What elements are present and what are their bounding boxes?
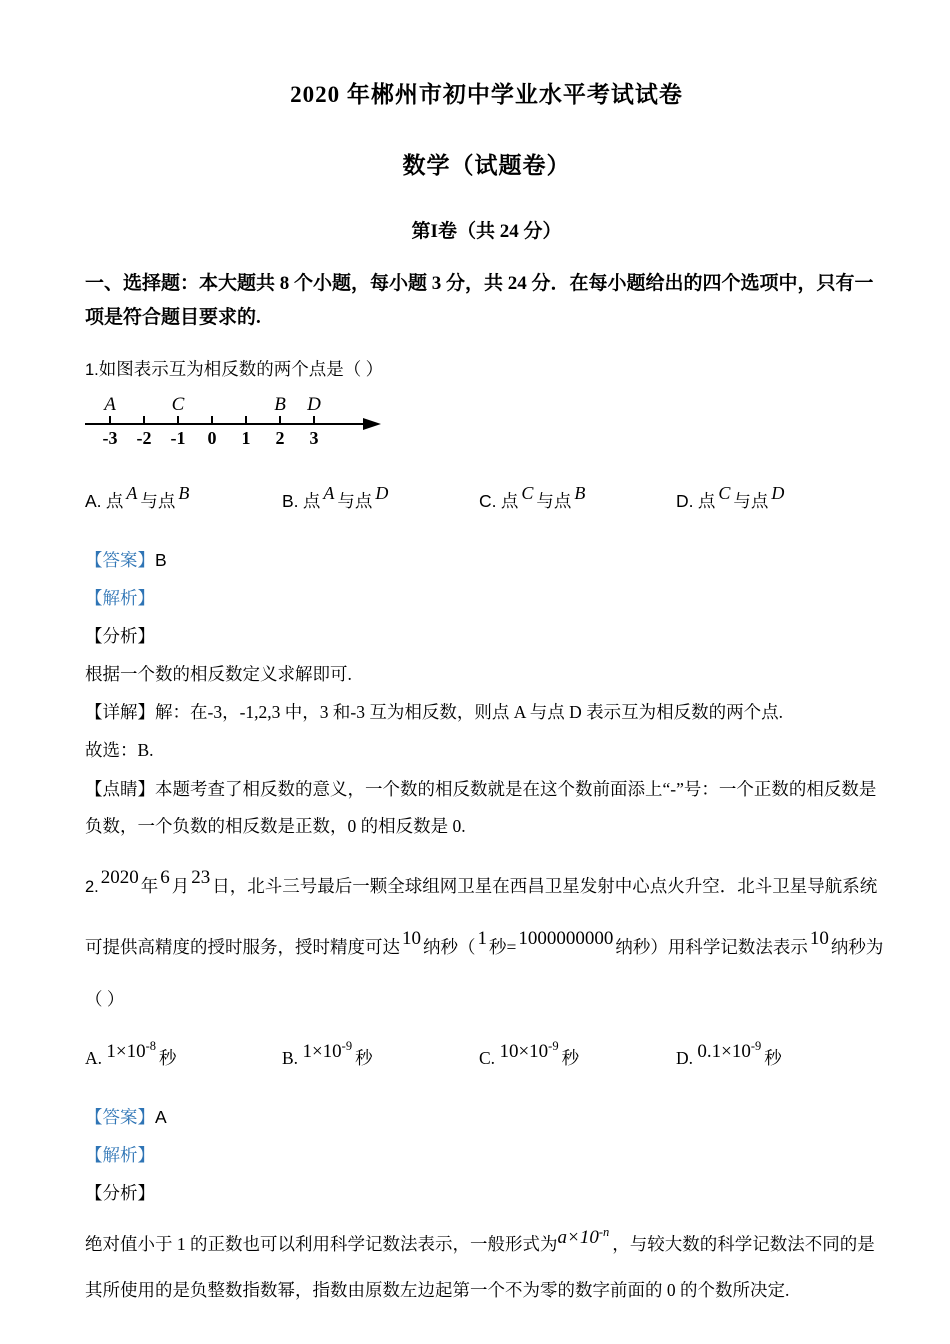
q2-month: 6 bbox=[160, 867, 170, 889]
option-text: 与点 bbox=[337, 491, 373, 511]
option-letter: D. bbox=[676, 491, 694, 511]
q2-stem-line1 bbox=[85, 867, 888, 902]
option-letter: A. bbox=[85, 1048, 103, 1068]
q1-fenxi-text: 根据一个数的相反数定义求解即可. bbox=[85, 664, 352, 684]
point-ref: C bbox=[521, 482, 534, 503]
math-base: 10×10 bbox=[499, 1041, 549, 1063]
q2-stem-line2 bbox=[85, 928, 888, 963]
q2-value: 1000000000 bbox=[518, 928, 614, 950]
q1-xiangjie-line bbox=[85, 701, 888, 723]
math-base: 1×10 bbox=[302, 1041, 342, 1063]
option-unit: 秒 bbox=[561, 1048, 580, 1068]
tick-label: 3 bbox=[309, 428, 319, 448]
q2-stem-text: 秒= bbox=[489, 937, 517, 957]
q2-stem-text: 可提供高精度的授时服务，授时精度可达 bbox=[85, 937, 400, 957]
option-text: 点 bbox=[105, 491, 124, 511]
section-header: 第I卷（共 24 分） bbox=[411, 221, 562, 242]
option-unit: 秒 bbox=[159, 1048, 177, 1068]
analysis-text: ，与较大数的科学记数法不同的是其所使用的是负整数指数幂，指数由原数左边起第一个不为零的数字前面的 0 的个数所决定. bbox=[85, 1234, 875, 1300]
point-ref: A bbox=[323, 482, 335, 503]
math-base: 0.1×10 bbox=[697, 1041, 751, 1063]
jiexi-label: 【解析】 bbox=[85, 588, 155, 608]
option-letter: D. bbox=[676, 1048, 694, 1068]
math-exponent: -n bbox=[598, 1225, 610, 1240]
instructions: 一、选择题：本大题共 8 个小题，每小题 3 分，共 24 分．在每小题给出的四个选项中，只有一项是符合题目要求的. bbox=[85, 273, 874, 328]
q2-value: 10 bbox=[809, 928, 829, 950]
analysis-math bbox=[558, 1227, 613, 1248]
xiangjie-label: 【详解】 bbox=[85, 702, 155, 722]
q2-analysis bbox=[85, 1222, 888, 1312]
q1-option-d bbox=[676, 482, 787, 513]
q1-options bbox=[85, 482, 888, 513]
tick-label: -2 bbox=[136, 428, 152, 448]
page-subtitle: 数学（试题卷） bbox=[402, 153, 571, 178]
option-text: 点 bbox=[697, 491, 716, 511]
option-letter: A. bbox=[85, 491, 102, 511]
option-math bbox=[302, 1041, 355, 1062]
q2-options bbox=[85, 1039, 888, 1070]
point-ref: B bbox=[574, 482, 586, 503]
option-unit: 秒 bbox=[764, 1048, 782, 1068]
q2-option-d bbox=[676, 1039, 782, 1070]
option-text: 与点 bbox=[140, 491, 176, 511]
number-line-svg bbox=[85, 394, 385, 454]
option-text: 与点 bbox=[733, 491, 769, 511]
answer-label: 【答案】 bbox=[85, 1107, 155, 1127]
q2-year: 2020 bbox=[100, 867, 139, 889]
point-label-B: B bbox=[274, 394, 286, 415]
option-text: 点 bbox=[500, 491, 519, 511]
analysis-text: 绝对值小于 1 的正数也可以利用科学记数法表示，一般形式为 bbox=[85, 1234, 558, 1254]
tick-label: 2 bbox=[275, 428, 285, 448]
q2-jiexi-line bbox=[85, 1144, 888, 1166]
q2-stem-text: 纳秒）用科学记数法表示 bbox=[615, 937, 808, 957]
q2-day: 23 bbox=[191, 867, 211, 889]
q1-fenxi-line bbox=[85, 625, 888, 647]
q2-answer-line bbox=[85, 1106, 888, 1128]
q1-option-c bbox=[479, 482, 676, 513]
math-exponent: -8 bbox=[145, 1039, 157, 1054]
point-label-A: A bbox=[104, 394, 116, 415]
option-math bbox=[697, 1041, 764, 1062]
point-ref: B bbox=[178, 482, 190, 503]
axis-arrow-icon bbox=[363, 418, 381, 430]
q1-stem bbox=[85, 357, 888, 382]
option-letter: C. bbox=[479, 491, 497, 511]
q1-number: 1. bbox=[85, 361, 99, 379]
option-text: 与点 bbox=[536, 491, 572, 511]
answer-value: B bbox=[155, 550, 167, 570]
point-ref: D bbox=[771, 482, 785, 503]
page-title: 2020 年郴州市初中学业水平考试试卷 bbox=[290, 82, 683, 107]
point-ref: D bbox=[375, 482, 389, 503]
option-letter: C. bbox=[479, 1048, 496, 1068]
q2-option-c bbox=[479, 1039, 676, 1070]
q2-stem-text: 月 bbox=[171, 876, 190, 896]
q1-answer-line bbox=[85, 549, 888, 571]
tick-label: 1 bbox=[241, 428, 251, 448]
q2-stem-bracket: （ ） bbox=[85, 989, 125, 1009]
q1-option-a bbox=[85, 482, 282, 513]
point-ref: C bbox=[718, 482, 731, 503]
q1-option-b bbox=[282, 482, 479, 513]
jiexi-label: 【解析】 bbox=[85, 1145, 155, 1165]
q2-value: 10 bbox=[402, 928, 421, 950]
dianjing-label: 【点睛】 bbox=[85, 779, 155, 799]
option-math bbox=[499, 1041, 561, 1062]
tick-label: 0 bbox=[207, 428, 217, 448]
q2-option-b bbox=[282, 1039, 479, 1070]
q2-value: 1 bbox=[477, 928, 487, 950]
q1-stem-text: 如图表示互为相反数的两个点是（ ） bbox=[98, 359, 384, 379]
math-exponent: -9 bbox=[548, 1039, 559, 1054]
option-letter: B. bbox=[282, 491, 299, 511]
math-base: a×10 bbox=[557, 1227, 599, 1249]
point-ref: A bbox=[126, 482, 138, 503]
q1-dianjing-line bbox=[85, 771, 888, 845]
option-unit: 秒 bbox=[355, 1048, 373, 1068]
q2-stem-text: 纳秒（ bbox=[423, 937, 476, 957]
math-exponent: -9 bbox=[341, 1039, 353, 1054]
q2-stem-text: 日，北斗三号最后一颗全球组网卫星在西昌卫星发射中心点火升空．北斗卫星导航系统 bbox=[212, 876, 878, 896]
q2-option-a bbox=[85, 1039, 282, 1070]
answer-label: 【答案】 bbox=[85, 550, 155, 570]
xiangjie-text: 解：在-3，-1,2,3 中，3 和-3 互为相反数，则点 A 与点 D 表示互为相反数的两个点. bbox=[155, 702, 784, 722]
fenxi-label: 【分析】 bbox=[85, 626, 155, 646]
q1-conclusion: 故选：B. bbox=[85, 740, 154, 760]
option-letter: B. bbox=[282, 1048, 299, 1068]
tick-label: -3 bbox=[102, 428, 118, 448]
answer-value: A bbox=[155, 1107, 167, 1127]
fenxi-label: 【分析】 bbox=[85, 1183, 155, 1203]
math-base: 1×10 bbox=[106, 1041, 146, 1063]
number-line-figure bbox=[85, 394, 888, 454]
dianjing-text: 本题考查了相反数的意义，一个数的相反数就是在这个数前面添上“-”号：一个正数的相反数是负数，一个负数的相反数是正数，0 的相反数是 0. bbox=[85, 779, 877, 836]
option-math bbox=[106, 1041, 159, 1062]
tick-label: -1 bbox=[170, 428, 186, 448]
option-text: 点 bbox=[302, 491, 321, 511]
q2-stem-text: 纳秒为 bbox=[830, 937, 884, 957]
point-label-D: D bbox=[307, 394, 321, 415]
q1-jiexi-line bbox=[85, 587, 888, 609]
math-exponent: -9 bbox=[750, 1039, 762, 1054]
point-label-C: C bbox=[171, 394, 185, 415]
q2-stem-text: 年 bbox=[140, 876, 159, 896]
q2-fenxi-line bbox=[85, 1182, 888, 1204]
q2-number: 2. bbox=[85, 878, 99, 896]
